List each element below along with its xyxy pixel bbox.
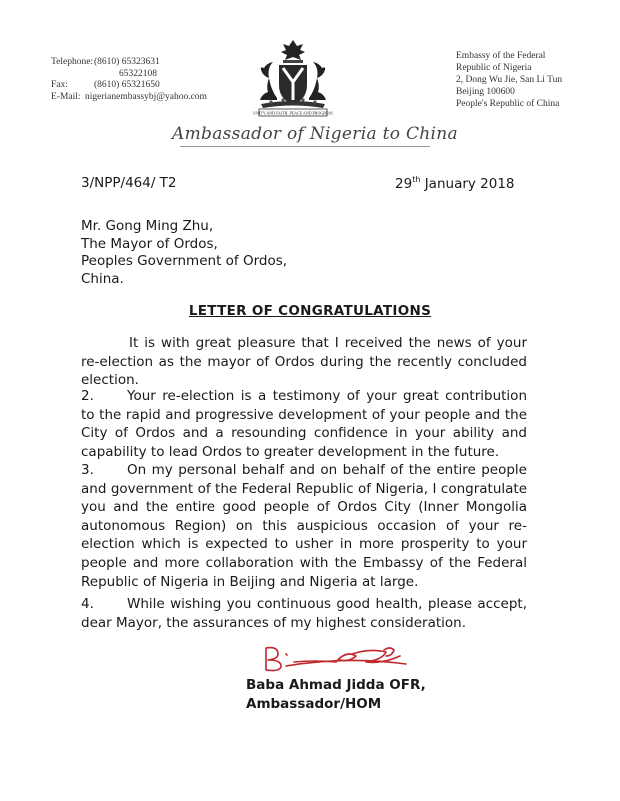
letter-date (395, 175, 515, 192)
embassy-address-line: Embassy of the Federal (456, 51, 546, 61)
telephone-line-2 (51, 69, 207, 81)
signer-block (246, 676, 426, 714)
embassy-address-line: Beijing 100600 (456, 87, 515, 97)
paragraph-number: 4. (81, 596, 94, 612)
telephone-label: Telephone: (51, 57, 94, 67)
letterhead-contact (51, 57, 207, 103)
date-month-year: January 2018 (420, 176, 515, 192)
nigeria-coat-of-arms-icon (243, 38, 343, 120)
fax-number: (8610) 65321650 (94, 80, 160, 91)
signer-name: Baba Ahmad Jidda OFR, (246, 677, 426, 693)
date-day: 29 (395, 176, 413, 192)
paragraph-2 (81, 387, 527, 461)
paragraph-number: 3. (81, 462, 94, 478)
handwritten-signature (256, 640, 426, 676)
embassy-address-line: People's Republic of China (456, 99, 560, 109)
recipient-line: The Mayor of Ordos, (81, 235, 218, 252)
fax-label: Fax: (51, 80, 68, 91)
letterhead-divider (180, 146, 430, 147)
email-label: E-Mail: (51, 91, 81, 102)
recipient-line: China. (81, 270, 124, 287)
embassy-address-line: Republic of Nigeria (456, 63, 532, 73)
letter-heading: LETTER OF CONGRATULATIONS (188, 303, 432, 319)
recipient-address (81, 218, 287, 288)
crest-motto: UNITY AND FAITH, PEACE AND PROGRESS (253, 110, 333, 116)
email-address: nigerianembassybj@yahoo.com (85, 91, 207, 102)
telephone-line (51, 57, 207, 69)
embassy-address-line: 2, Dong Wu Jie, San Li Tun (456, 75, 563, 85)
recipient-line: Mr. Gong Ming Zhu, (81, 218, 214, 234)
signer-title: Ambassador/HOM (246, 696, 382, 712)
recipient-line: Peoples Government of Ordos, (81, 253, 288, 269)
letterhead-title: Ambassador of Nigeria to China (172, 124, 458, 144)
signature-strokes (266, 648, 406, 671)
paragraph-text: While wishing you continuous good health, please accept, dear Mayor, the assurances of my highest consideration. (81, 596, 527, 631)
paragraph-3 (81, 461, 527, 591)
paragraph-text: Your re-election is a testimony of your great contribution to the rapid and progressive development of your people and the City of Ordos and a resounding confidence in your ability and capability to lead Ordos to greater development in the future. (81, 388, 527, 460)
telephone-number-1: (8610) 65323631 (94, 57, 160, 67)
paragraph-number: 2. (81, 388, 94, 404)
paragraph-text: On my personal behalf and on behalf of the entire people and government of the Federal Republic of Nigeria, I congratulate you and the entire good people of Ordos City (Inner Mongolia autonomous Region) on this auspicious occasion of your re-election which is expected to usher in more prosperity to your people and more collaboration with the Embassy of the Federal Republic of Nigeria in Beijing and Nigeria at large. (81, 462, 527, 590)
paragraph-1: It is with great pleasure that I received the news of your re-election as the mayor of Ordos during the recently concluded election. (81, 335, 527, 389)
telephone-number-2: 65322108 (119, 68, 157, 79)
embassy-address (456, 50, 562, 110)
fax-line (51, 80, 207, 92)
reference-number: 3/NPP/464/ T2 (81, 175, 177, 191)
paragraph-4 (81, 595, 527, 632)
email-line (51, 92, 207, 104)
date-suffix: th (412, 175, 421, 184)
